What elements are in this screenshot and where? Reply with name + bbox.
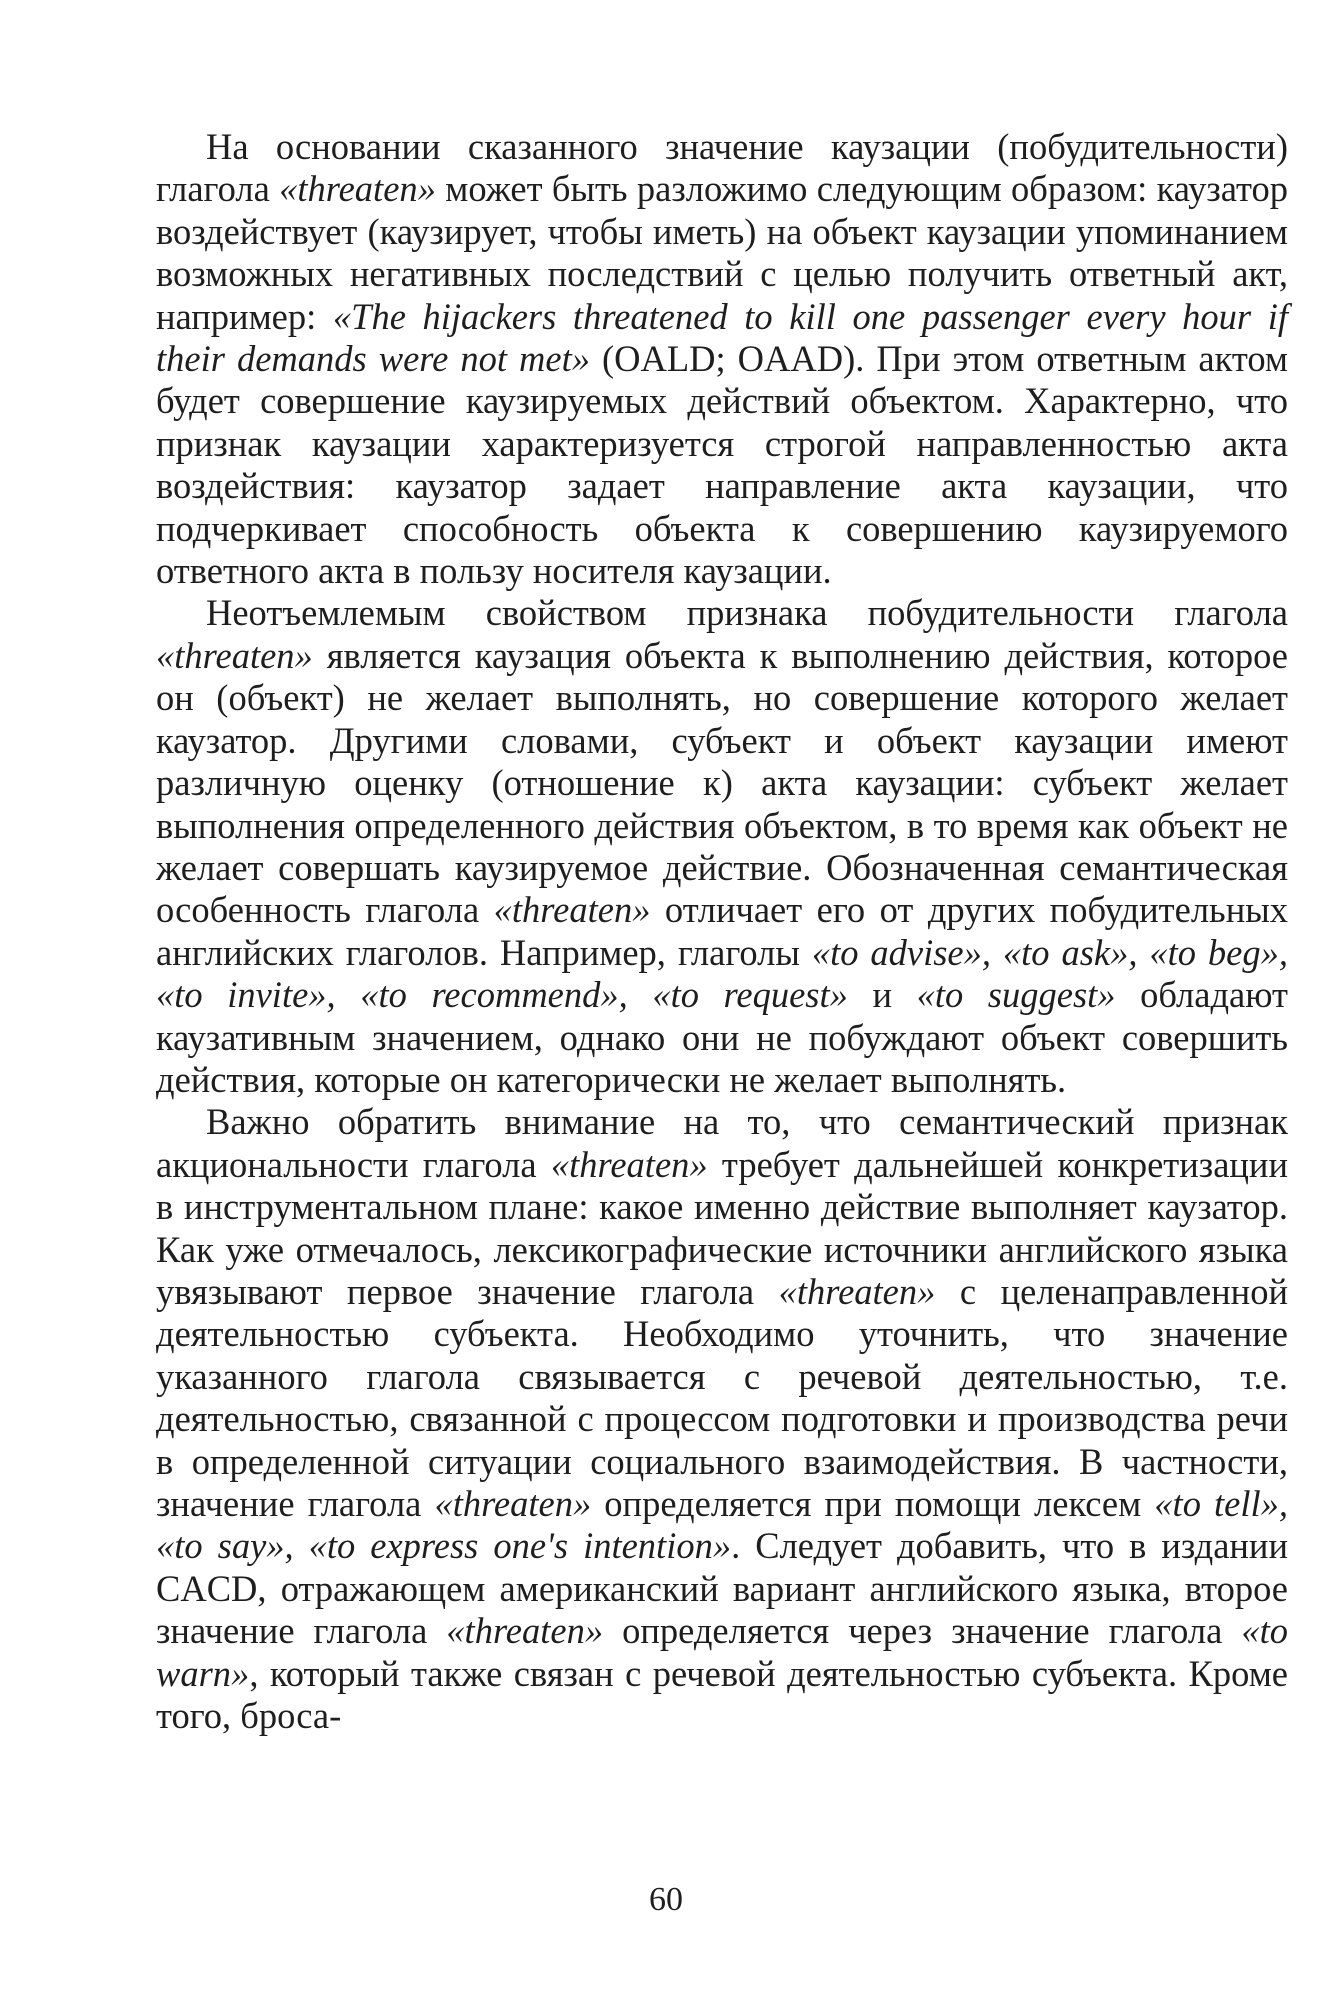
text-segment: , который также связан с речевой деятельностью субъекта. Кроме того, броса- bbox=[156, 1652, 1288, 1737]
italic-term: «to suggest» bbox=[916, 974, 1116, 1016]
italic-term: «threaten» bbox=[156, 634, 313, 676]
text-segment: определяется через значение глагола bbox=[603, 1610, 1242, 1652]
text-segment: (OALD; OAAD). При этом ответным актом будет совершение каузируемых действий объектом. Характерно, что признак каузации характеризуется строгой направленностью акта воздействия: каузатор задает направление акта каузации, что подчеркивает способность объекта к совершению каузируемого ответного акта в пользу носителя каузации. bbox=[156, 338, 1289, 592]
text-segment: Важно обратить внимание на то, что семантический признак акциональности глагола bbox=[156, 1101, 1288, 1185]
text-segment: Неотъемлемым свойством признака побудительности глагола bbox=[206, 592, 1288, 634]
text-segment: . Следует добавить, что в издании CACD, отражающем американский вариант английского языка, второе значение глагола bbox=[156, 1525, 1288, 1652]
text-segment: требует дальнейшей конкретизации в инструментальном плане: какое именно действие выполняет каузатор. Как уже отмечалось, лексикографические источники английского языка увязывают первое значение глагола bbox=[156, 1143, 1288, 1312]
text-segment: с целенаправленной деятельностью субъекта. Необходимо уточнить, что значение указанного глагола связывается с речевой деятельностью, т.е. деятельностью, связанной с процессом подготовки и производства речи в определенной ситуации социального взаимодействия. В частности, значение глагола bbox=[156, 1270, 1288, 1524]
text-segment: отличает его от других побудительных английских глаголов. Например, глаголы bbox=[156, 889, 1288, 973]
italic-term: «threaten» bbox=[279, 168, 436, 210]
text-segment: определяется при помощи лексем bbox=[591, 1483, 1155, 1524]
italic-example: «The hijackers threatened to kill one passenger every hour if their demands were not met» bbox=[156, 295, 1288, 380]
italic-term: «threaten» bbox=[778, 1270, 936, 1312]
paragraph-3 bbox=[156, 1101, 1288, 1737]
paragraph-2 bbox=[156, 592, 1288, 1101]
text-segment: является каузация объекта к выполнению действия, которое он (объект) не желает выполнять, но совершение которого желает каузатор. Другими словами, субъект и объект каузации имеют различную оценку (отношение к) акта каузации: субъект желает выполнения определенного действия объектом, в то время как объект не желает совершать каузируемое действие. Обозначенная семантическая особенность глагола bbox=[156, 634, 1288, 931]
italic-term: «to advise», «to ask», «to beg», «to invite», «to recommend», «to request» bbox=[156, 931, 1288, 1016]
italic-term: «threaten» bbox=[550, 1143, 708, 1185]
text-segment: может быть разложимо следующим образом: каузатор воздействует (каузирует, чтобы иметь) на объект каузации упоминанием возможных негативных последствий с целью получить ответный акт, например: bbox=[156, 168, 1288, 337]
body-text bbox=[156, 126, 1288, 1737]
text-segment: обладают каузативным значением, однако они не побуждают объект совершить действия, которые он категорически не желает выполнять. bbox=[156, 974, 1288, 1100]
text-segment: На основании сказанного значение каузации (побудительности) глагола bbox=[156, 126, 1288, 210]
page-number: 60 bbox=[649, 1881, 683, 1918]
italic-term: «threaten» bbox=[434, 1483, 592, 1524]
paragraph-1 bbox=[156, 126, 1288, 592]
italic-term: «to warn» bbox=[156, 1610, 1289, 1694]
text-segment: и bbox=[847, 974, 917, 1016]
italic-term: «threaten» bbox=[493, 889, 651, 931]
italic-term: «to tell», «to say», «to express one's intention» bbox=[156, 1483, 1289, 1567]
italic-term: «threaten» bbox=[446, 1610, 604, 1652]
